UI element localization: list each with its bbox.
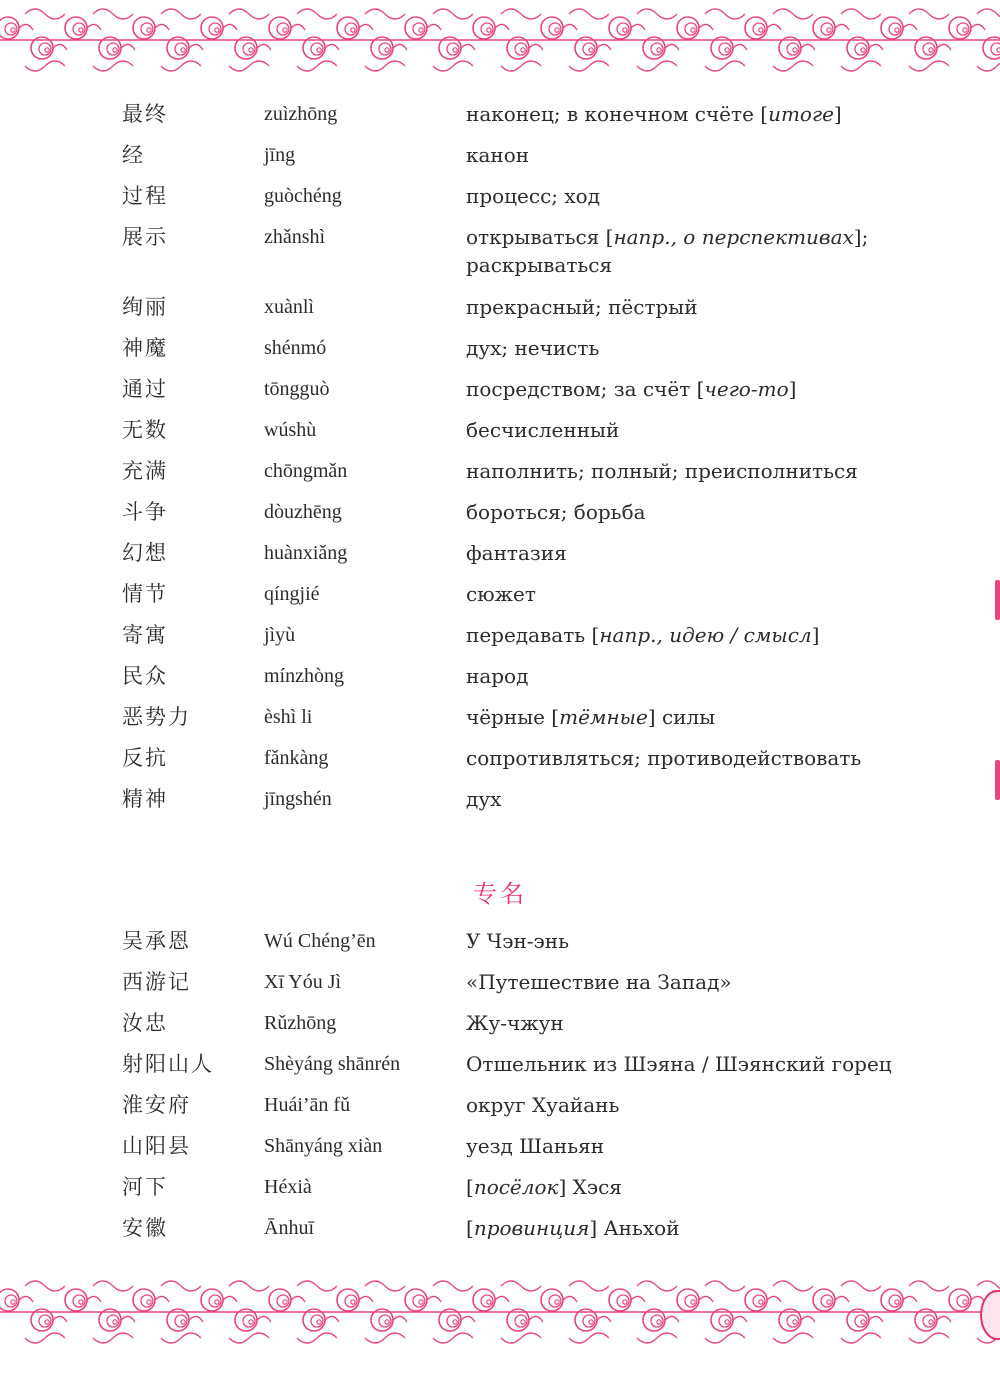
entry-translation	[466, 416, 966, 444]
translation-text: канон	[466, 143, 530, 167]
entry-hanzi: 幻想	[122, 541, 168, 565]
entry-hanzi: 安徽	[122, 1216, 168, 1240]
entry-hanzi: 过程	[122, 184, 168, 208]
entry-translation	[466, 223, 966, 279]
entry-row	[0, 785, 1000, 826]
translation-text: дух; нечисть	[466, 336, 600, 360]
entry-translation	[466, 1132, 966, 1160]
entry-pinyin: Rǔzhōng	[264, 1012, 337, 1034]
translation-text: ] силы	[647, 705, 716, 729]
translation-text: Отшельник из Шэяна / Шэянский горец	[466, 1052, 892, 1076]
translation-text: открываться [	[466, 225, 614, 249]
entry-translation	[466, 744, 966, 772]
entry-hanzi: 反抗	[122, 746, 168, 770]
entry-translation	[466, 457, 966, 485]
entry-translation	[466, 182, 966, 210]
translation-text: дух	[466, 787, 502, 811]
translation-text: Жу-чжун	[466, 1011, 564, 1035]
entry-hanzi: 淮安府	[122, 1093, 191, 1117]
translation-text: [	[466, 1216, 474, 1240]
entry-row	[0, 580, 1000, 621]
entry-row	[0, 182, 1000, 223]
entry-hanzi: 河下	[122, 1175, 168, 1199]
entry-pinyin: huànxiǎng	[264, 542, 348, 564]
translation-text: ]	[811, 623, 820, 647]
entry-pinyin: èshì li	[264, 706, 313, 728]
entry-hanzi: 寄寓	[122, 623, 168, 647]
entry-row	[0, 375, 1000, 416]
entry-translation	[466, 293, 966, 321]
entry-pinyin: tōngguò	[264, 378, 330, 400]
translation-text: прекрасный; пёстрый	[466, 295, 698, 319]
translation-text: ] Хэся	[558, 1175, 622, 1199]
entry-row	[0, 416, 1000, 457]
entry-pinyin: jīng	[264, 144, 296, 166]
entry-hanzi: 斗争	[122, 500, 168, 524]
translation-text: сопротивляться; противодействовать	[466, 746, 862, 770]
entry-pinyin: Wú Chéng’ēn	[264, 930, 376, 952]
translation-text: наконец; в конечном счёте [	[466, 102, 769, 126]
entry-pinyin: qíngjié	[264, 583, 320, 605]
entry-translation	[466, 662, 966, 690]
translation-text: фантазия	[466, 541, 567, 565]
entry-hanzi: 最终	[122, 102, 168, 126]
entry-hanzi: 展示	[122, 225, 168, 249]
entry-translation	[466, 785, 966, 813]
entry-row	[0, 1009, 1000, 1050]
entry-pinyin: Shānyáng xiàn	[264, 1135, 383, 1157]
entry-pinyin: zuìzhōng	[264, 103, 338, 125]
entry-translation	[466, 580, 966, 608]
entry-row	[0, 1214, 1000, 1255]
translation-text: У Чэн-энь	[466, 929, 569, 953]
entry-row	[0, 457, 1000, 498]
entry-hanzi: 通过	[122, 377, 168, 401]
entry-row	[0, 1091, 1000, 1132]
translation-text: округ Хуайань	[466, 1093, 620, 1117]
entry-hanzi: 西游记	[122, 970, 191, 994]
entry-hanzi: 精神	[122, 787, 168, 811]
entry-pinyin: guòchéng	[264, 185, 342, 207]
entry-pinyin: wúshù	[264, 419, 317, 441]
entry-translation	[466, 1091, 966, 1119]
translation-text: народ	[466, 664, 529, 688]
entry-pinyin: zhǎnshì	[264, 226, 326, 248]
translation-text: сюжет	[466, 582, 536, 606]
translation-text: посредством; за счёт [	[466, 377, 705, 401]
entry-pinyin: dòuzhēng	[264, 501, 342, 523]
entry-pinyin: Ānhuī	[264, 1217, 314, 1239]
entry-pinyin: fǎnkàng	[264, 747, 329, 769]
entry-translation	[466, 968, 966, 996]
translation-text: ]	[788, 377, 797, 401]
entry-translation	[466, 498, 966, 526]
entry-pinyin: Huái’ān fǔ	[264, 1094, 351, 1116]
entry-pinyin: jìyù	[264, 624, 296, 646]
translation-italic-note: напр., о перспективах	[613, 225, 854, 249]
translation-text: чёрные [	[466, 705, 560, 729]
entry-row	[0, 968, 1000, 1009]
entry-row	[0, 293, 1000, 334]
entry-hanzi: 充满	[122, 459, 168, 483]
entry-pinyin: jīngshén	[264, 788, 332, 810]
entry-row	[0, 662, 1000, 703]
entry-row	[0, 744, 1000, 785]
entry-pinyin: Héxià	[264, 1176, 312, 1198]
translation-text: бесчисленный	[466, 418, 620, 442]
section-heading: 专名	[473, 880, 527, 908]
translation-text: «Путешествие на Запад»	[466, 970, 732, 994]
entry-row	[0, 927, 1000, 968]
translation-text: бороться; борьба	[466, 500, 646, 524]
entry-translation	[466, 375, 966, 403]
entry-row	[0, 334, 1000, 375]
translation-italic-note: чего-то	[704, 377, 789, 401]
entry-hanzi: 经	[122, 143, 145, 167]
entry-row	[0, 1173, 1000, 1214]
entry-hanzi: 恶势力	[122, 705, 191, 729]
entry-row	[0, 1050, 1000, 1091]
entry-hanzi: 神魔	[122, 336, 168, 360]
entry-row	[0, 223, 1000, 293]
entry-translation	[466, 1173, 966, 1201]
translation-text: передавать [	[466, 623, 600, 647]
top-cloud-border	[0, 0, 1000, 80]
entry-row	[0, 539, 1000, 580]
entry-hanzi: 无数	[122, 418, 168, 442]
entry-hanzi: 射阳山人	[122, 1052, 214, 1076]
translation-text: [	[466, 1175, 474, 1199]
entry-row	[0, 498, 1000, 539]
entry-pinyin: shénmó	[264, 337, 327, 359]
entry-translation	[466, 1214, 966, 1242]
translation-italic-note: итоге	[768, 102, 834, 126]
entry-hanzi: 汝忠	[122, 1011, 168, 1035]
entry-pinyin: chōngmǎn	[264, 460, 348, 482]
bottom-cloud-border	[0, 1272, 1000, 1352]
translation-text: ]; раскрываться	[466, 225, 869, 277]
entry-row	[0, 703, 1000, 744]
entry-hanzi: 山阳县	[122, 1134, 191, 1158]
entry-pinyin: Shèyáng shānrén	[264, 1053, 401, 1075]
entry-pinyin: xuànlì	[264, 296, 314, 318]
translation-italic-note: провинция	[473, 1216, 590, 1240]
entry-translation	[466, 703, 966, 731]
translation-text: ]	[833, 102, 842, 126]
entry-pinyin: Xī Yóu Jì	[264, 971, 342, 993]
translation-text: наполнить; полный; преисполниться	[466, 459, 858, 483]
entry-hanzi: 民众	[122, 664, 168, 688]
entry-pinyin: mínzhòng	[264, 665, 344, 687]
entry-hanzi: 吴承恩	[122, 929, 191, 953]
translation-text: процесс; ход	[466, 184, 601, 208]
entry-translation	[466, 539, 966, 567]
translation-italic-note: посёлок	[473, 1175, 559, 1199]
entry-hanzi: 绚丽	[122, 295, 168, 319]
translation-italic-note: тёмные	[559, 705, 648, 729]
entry-translation	[466, 1009, 966, 1037]
entry-translation	[466, 334, 966, 362]
entry-row	[0, 141, 1000, 182]
entry-translation	[466, 100, 966, 128]
entry-translation	[466, 927, 966, 955]
entry-translation	[466, 1050, 966, 1078]
entry-row	[0, 1132, 1000, 1173]
entry-row	[0, 100, 1000, 141]
entry-translation	[466, 621, 966, 649]
translation-text: ] Аньхой	[589, 1216, 680, 1240]
translation-italic-note: напр., идею / смысл	[599, 623, 812, 647]
entry-row	[0, 621, 1000, 662]
translation-text: уезд Шаньян	[466, 1134, 605, 1158]
entry-translation	[466, 141, 966, 169]
entry-hanzi: 情节	[122, 582, 168, 606]
